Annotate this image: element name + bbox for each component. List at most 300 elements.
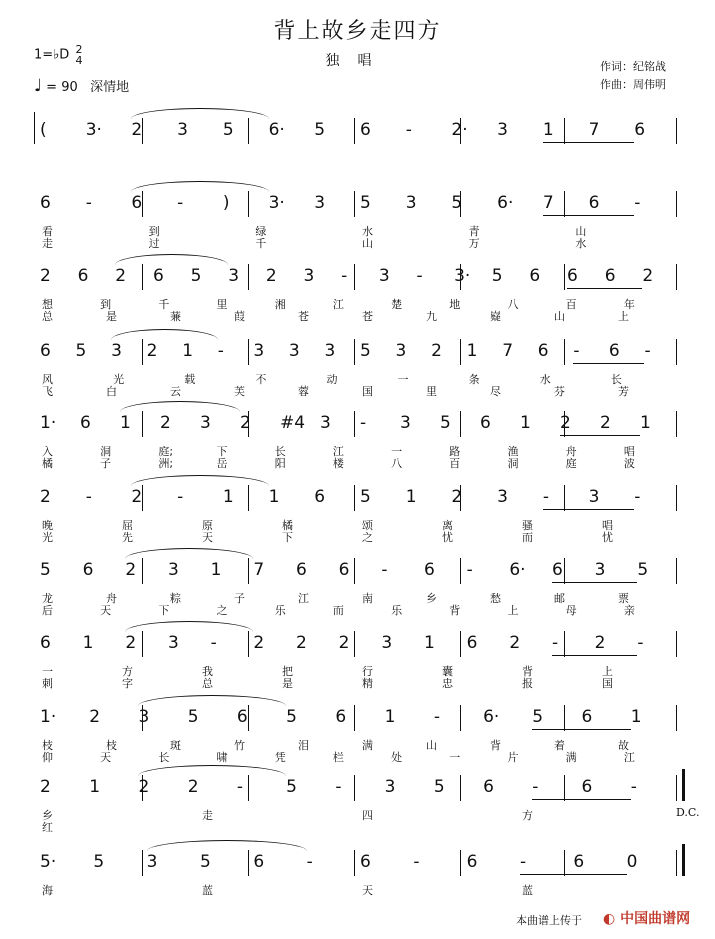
bar-line bbox=[354, 411, 355, 437]
note: 3 bbox=[168, 560, 179, 580]
upload-note: 本曲谱上传于 bbox=[516, 914, 582, 927]
lyric-verse-2: 天 bbox=[202, 531, 213, 544]
eighth-beam bbox=[532, 729, 630, 730]
lyric-verse-2: 飞 bbox=[42, 385, 53, 398]
da-capo-mark: D.C. bbox=[676, 806, 700, 819]
lyric-verse-1: 骚 bbox=[522, 519, 533, 532]
note: 1 bbox=[89, 777, 101, 797]
lyric-verse-1: 愁 bbox=[490, 592, 501, 605]
lyric-verse-2: 忠 bbox=[442, 677, 453, 690]
note: 1 bbox=[210, 560, 222, 580]
note: 6 bbox=[466, 633, 478, 653]
lyric-verse-2: 之 bbox=[216, 604, 228, 617]
bar-line bbox=[248, 631, 249, 657]
lyric-verse-1: 把 bbox=[282, 665, 293, 678]
note: - bbox=[360, 413, 367, 433]
note: - bbox=[433, 707, 440, 727]
note: 6 bbox=[360, 852, 371, 872]
eighth-beam bbox=[543, 509, 634, 510]
note: 2 bbox=[296, 633, 307, 653]
lyric-verse-1: 长 bbox=[274, 445, 286, 458]
eighth-beam bbox=[552, 582, 637, 583]
bar-line bbox=[564, 339, 565, 365]
note: 5 bbox=[187, 707, 199, 727]
lyric-verse-2: 光 bbox=[42, 531, 53, 544]
note: 6 bbox=[634, 120, 646, 140]
bar-line bbox=[564, 264, 565, 290]
eighth-beam bbox=[573, 363, 644, 364]
lyric-verse-2: 波 bbox=[623, 457, 635, 470]
tempo-marking bbox=[34, 76, 129, 96]
lyric-verse-1: 离 bbox=[442, 519, 453, 532]
bar-line bbox=[248, 118, 249, 144]
note: 5 bbox=[451, 193, 463, 213]
lyric-verse-1: 背 bbox=[522, 665, 533, 678]
bar-line bbox=[676, 411, 677, 437]
lyric-verse-2: 上 bbox=[618, 310, 629, 323]
note: 1 bbox=[542, 120, 554, 140]
note: 2 bbox=[146, 341, 158, 361]
note: 5 bbox=[286, 707, 297, 727]
lyric-verse-2: 总 bbox=[42, 310, 53, 323]
slur bbox=[125, 621, 253, 632]
lyric-verse-1: 四 bbox=[362, 809, 373, 822]
lyric-verse-1: 庭; bbox=[158, 445, 174, 458]
bar-line bbox=[676, 631, 677, 657]
lyric-verse-2: 报 bbox=[522, 677, 533, 690]
note: 6· bbox=[268, 120, 285, 140]
note: 6 bbox=[581, 777, 593, 797]
lyric-verse-1: 风 bbox=[42, 373, 53, 386]
lyric-verse-2: 栏 bbox=[332, 751, 344, 764]
slur bbox=[111, 329, 218, 340]
note: #4 bbox=[280, 413, 306, 433]
lyric-verse-2: 橘 bbox=[42, 457, 53, 470]
lyric-verse-1: 蓝 bbox=[522, 884, 533, 897]
bar-line bbox=[142, 850, 143, 876]
note: 5 bbox=[75, 341, 87, 361]
lyric-verse-2: 长 bbox=[158, 751, 170, 764]
lyric-verse-1: 楚 bbox=[391, 298, 403, 311]
bar-line bbox=[460, 339, 461, 365]
lyric-verse-2: 蒹 bbox=[170, 310, 181, 323]
note: 2 bbox=[40, 266, 51, 286]
lyric-verse-2: 刺 bbox=[42, 677, 53, 690]
lyric-verse-1: 上 bbox=[602, 665, 613, 678]
note: 3 bbox=[497, 487, 508, 507]
bar-line bbox=[142, 631, 143, 657]
note: 2 bbox=[600, 413, 611, 433]
note: 6 bbox=[588, 193, 600, 213]
note: 5 bbox=[190, 266, 202, 286]
note: - bbox=[177, 193, 184, 213]
lyric-verse-1: 载 bbox=[184, 373, 196, 386]
lyric-verse-1: 枝 bbox=[106, 739, 117, 752]
note: 3 bbox=[588, 487, 600, 507]
note: 2 bbox=[509, 633, 521, 653]
note: 6 bbox=[236, 707, 248, 727]
bar-line bbox=[460, 705, 461, 731]
bar-line bbox=[354, 118, 355, 144]
lyric-verse-2: 凭 bbox=[274, 751, 286, 764]
note: 3 bbox=[378, 266, 390, 286]
lyric-verse-2: 山 bbox=[362, 237, 373, 250]
time-top: 2 bbox=[75, 43, 83, 56]
note: 3 bbox=[253, 341, 265, 361]
bar-line bbox=[676, 558, 677, 584]
note: - bbox=[630, 777, 637, 797]
tempo-value: = 90 bbox=[46, 80, 78, 95]
note: 2 bbox=[40, 487, 51, 507]
note: 7 bbox=[502, 341, 514, 361]
note: 3· bbox=[85, 120, 102, 140]
lyric-verse-1: 泪 bbox=[298, 739, 309, 752]
slur bbox=[138, 695, 286, 706]
bar-line bbox=[142, 264, 143, 290]
lyric-verse-1: 八 bbox=[507, 298, 519, 311]
lyric-verse-2: 而 bbox=[332, 604, 344, 617]
lyric-verse-1: 囊 bbox=[442, 665, 453, 678]
bar-line bbox=[460, 775, 461, 801]
bar-line bbox=[564, 775, 565, 801]
note: 2 bbox=[560, 413, 571, 433]
note: 5 bbox=[360, 341, 371, 361]
lyric-verse-1: 江 bbox=[298, 592, 309, 605]
note: 2 bbox=[115, 266, 127, 286]
bar-line bbox=[248, 339, 249, 365]
lyric-verse-2: 是 bbox=[282, 677, 293, 690]
page-title: 背上故乡走四方 bbox=[273, 19, 442, 44]
time-bottom: 4 bbox=[75, 54, 83, 67]
note: 1 bbox=[222, 487, 234, 507]
lyric-verse-2: 芳 bbox=[618, 385, 629, 398]
lyric-verse-1: 颂 bbox=[362, 519, 373, 532]
lyric-verse-1: 地 bbox=[449, 298, 461, 311]
lyric-verse-1: 水 bbox=[539, 373, 551, 386]
bar-line bbox=[142, 411, 143, 437]
slur bbox=[131, 108, 268, 119]
lyric-verse-1: 看 bbox=[42, 225, 53, 238]
site-logo bbox=[603, 908, 690, 928]
final-bar-line bbox=[34, 112, 35, 144]
note: 5 bbox=[440, 413, 451, 433]
note: 2 bbox=[89, 707, 101, 727]
note: 2 bbox=[131, 120, 143, 140]
eighth-beam bbox=[532, 799, 630, 800]
lyric-verse-2: 过 bbox=[148, 237, 160, 250]
lyric-verse-2: 子 bbox=[100, 457, 112, 470]
lyric-verse-2: 嶷 bbox=[490, 310, 501, 323]
bar-line bbox=[564, 485, 565, 511]
note: 2 bbox=[594, 633, 606, 653]
lyric-verse-2: 葭 bbox=[234, 310, 245, 323]
note: 2 bbox=[131, 487, 143, 507]
bar-line bbox=[354, 705, 355, 731]
note: - bbox=[532, 777, 539, 797]
note: 6 bbox=[466, 852, 478, 872]
lyric-verse-1: 龙 bbox=[42, 592, 53, 605]
bar-line bbox=[354, 485, 355, 511]
bar-line bbox=[460, 411, 461, 437]
note: 2 bbox=[240, 413, 251, 433]
lyric-verse-1: 动 bbox=[326, 373, 338, 386]
lyric-verse-2: 尽 bbox=[490, 385, 501, 398]
note: 3 bbox=[200, 413, 211, 433]
lyric-verse-2: 乐 bbox=[391, 604, 403, 617]
lyric-verse-2: 里 bbox=[426, 385, 437, 398]
lyric-verse-2: 百 bbox=[449, 457, 461, 470]
lyric-verse-2: 洞 bbox=[507, 457, 519, 470]
lyric-verse-2: 精 bbox=[362, 677, 373, 690]
note: 5 bbox=[532, 707, 544, 727]
eighth-beam bbox=[560, 435, 640, 436]
logo-text: 中国曲谱网 bbox=[620, 911, 691, 927]
note: 6 bbox=[80, 413, 91, 433]
lyric-verse-2: 国 bbox=[602, 677, 613, 690]
note: 5· bbox=[40, 852, 57, 872]
note: 6 bbox=[335, 707, 347, 727]
note: - bbox=[520, 852, 527, 872]
lyric-verse-1: 一 bbox=[397, 373, 409, 386]
lyric-verse-2: 国 bbox=[362, 385, 373, 398]
note: 5 bbox=[360, 487, 371, 507]
note: 2 bbox=[451, 487, 463, 507]
note: 3· bbox=[454, 266, 471, 286]
bar-line bbox=[248, 775, 249, 801]
note: - bbox=[552, 633, 559, 653]
lyric-verse-2: 片 bbox=[507, 751, 519, 764]
note: 2 bbox=[431, 341, 442, 361]
note: 1 bbox=[630, 707, 642, 727]
note: 0 bbox=[626, 852, 638, 872]
lyric-verse-1: 千 bbox=[158, 298, 170, 311]
bar-line bbox=[460, 631, 461, 657]
lyric-verse-1: 不 bbox=[255, 373, 267, 386]
lyric-verse-2: 后 bbox=[42, 604, 53, 617]
note: 3 bbox=[314, 193, 326, 213]
note: 1· bbox=[40, 413, 57, 433]
slur bbox=[131, 475, 268, 486]
bar-line bbox=[676, 485, 677, 511]
lyric-verse-1: 条 bbox=[468, 373, 480, 386]
lyric-verse-2: 云 bbox=[170, 385, 181, 398]
note: 7 bbox=[253, 560, 265, 580]
note: - bbox=[637, 633, 644, 653]
note: 6 bbox=[424, 560, 435, 580]
note: 3 bbox=[405, 193, 417, 213]
note: 1 bbox=[82, 633, 94, 653]
slur bbox=[138, 765, 286, 776]
lyric-verse-2: 先 bbox=[122, 531, 133, 544]
bar-line bbox=[460, 558, 461, 584]
lyric-verse-2: 八 bbox=[391, 457, 403, 470]
lyric-verse-2: 啸 bbox=[216, 751, 228, 764]
note: 5 bbox=[314, 120, 326, 140]
bar-line bbox=[564, 850, 565, 876]
note: 5 bbox=[222, 120, 234, 140]
lyric-verse-1: 唱 bbox=[623, 445, 635, 458]
note: 3 bbox=[497, 120, 508, 140]
bar-line bbox=[354, 775, 355, 801]
final-bar-line bbox=[682, 844, 685, 876]
lyric-verse-1: 海 bbox=[42, 884, 53, 897]
key-signature bbox=[34, 44, 82, 66]
lyric-verse-2: 天 bbox=[100, 751, 112, 764]
note: 6 bbox=[360, 120, 371, 140]
lyric-verse-1: 舟 bbox=[106, 592, 117, 605]
note: 6 bbox=[253, 852, 265, 872]
note: 1· bbox=[40, 707, 57, 727]
note: 6 bbox=[82, 560, 94, 580]
note: 3· bbox=[268, 193, 285, 213]
lyric-verse-1: 乡 bbox=[426, 592, 437, 605]
note: 6 bbox=[40, 341, 51, 361]
lyric-verse-1: 天 bbox=[362, 884, 373, 897]
composer-credit: 作曲：周伟明 bbox=[600, 78, 666, 91]
lyric-verse-2: 母 bbox=[565, 604, 577, 617]
lyric-verse-1: 青 bbox=[468, 225, 480, 238]
note: 5 bbox=[286, 777, 297, 797]
slur bbox=[120, 401, 240, 412]
note: 2 bbox=[187, 777, 199, 797]
bar-line bbox=[564, 118, 565, 144]
lyric-verse-2: 忧 bbox=[442, 531, 453, 544]
note: 6· bbox=[483, 707, 500, 727]
bar-line bbox=[248, 264, 249, 290]
note: 3 bbox=[324, 341, 336, 361]
time-signature bbox=[75, 44, 82, 66]
note: 6 bbox=[608, 341, 620, 361]
lyric-verse-1: 晚 bbox=[42, 519, 53, 532]
lyric-verse-1: 屈 bbox=[122, 519, 133, 532]
note: 1 bbox=[405, 487, 417, 507]
note: 6 bbox=[537, 341, 549, 361]
lyric-verse-2: 蓉 bbox=[298, 385, 309, 398]
note: 5 bbox=[491, 266, 503, 286]
lyric-verse-2: 岳 bbox=[216, 457, 228, 470]
bar-line bbox=[354, 558, 355, 584]
lyric-verse-1: 行 bbox=[362, 665, 373, 678]
lyric-verse-2: 苍 bbox=[298, 310, 309, 323]
bar-line bbox=[248, 558, 249, 584]
lyric-verse-1: 百 bbox=[565, 298, 577, 311]
note: 2 bbox=[125, 560, 137, 580]
bar-line bbox=[676, 191, 677, 217]
eighth-beam bbox=[543, 142, 634, 143]
lyric-verse-1: 江 bbox=[332, 298, 344, 311]
bar-line bbox=[676, 705, 677, 731]
lyric-verse-2: 一 bbox=[449, 751, 461, 764]
lyric-verse-1: 下 bbox=[216, 445, 228, 458]
note: 5 bbox=[360, 193, 371, 213]
note: 2 bbox=[138, 777, 150, 797]
note: 6 bbox=[296, 560, 307, 580]
note: - bbox=[210, 633, 217, 653]
note: 6 bbox=[581, 707, 593, 727]
lyric-verse-2: 总 bbox=[202, 677, 213, 690]
lyric-verse-2: 乐 bbox=[274, 604, 286, 617]
lyric-verse-1: 年 bbox=[623, 298, 635, 311]
slur bbox=[131, 181, 268, 192]
lyric-verse-1: 舟 bbox=[565, 445, 577, 458]
bar-line bbox=[460, 850, 461, 876]
lyric-verse-1: 一 bbox=[391, 445, 403, 458]
note: 3 bbox=[288, 341, 300, 361]
note: 3 bbox=[594, 560, 606, 580]
bar-line bbox=[248, 485, 249, 511]
lyric-verse-1: 江 bbox=[332, 445, 344, 458]
lyric-verse-1: 走 bbox=[202, 809, 213, 822]
eighth-beam bbox=[543, 215, 634, 216]
note: 6 bbox=[573, 852, 585, 872]
lyric-verse-1: 山 bbox=[426, 739, 437, 752]
lyric-verse-1: 子 bbox=[234, 592, 245, 605]
note: 7 bbox=[542, 193, 554, 213]
note: - bbox=[573, 341, 580, 361]
note: 3 bbox=[320, 413, 331, 433]
lyric-verse-1: 枝 bbox=[42, 739, 53, 752]
bar-line bbox=[676, 339, 677, 365]
note: - bbox=[85, 487, 92, 507]
note: 2 bbox=[338, 633, 350, 653]
note: - bbox=[405, 120, 412, 140]
lyric-verse-1: 橘 bbox=[282, 519, 293, 532]
note: - bbox=[542, 487, 549, 507]
lyric-verse-1: 绿 bbox=[255, 225, 267, 238]
bar-line bbox=[676, 775, 677, 801]
note: - bbox=[466, 560, 473, 580]
note: 5 bbox=[93, 852, 105, 872]
lyric-verse-2: 阳 bbox=[274, 457, 286, 470]
bar-line bbox=[564, 558, 565, 584]
lyric-verse-1: 洞 bbox=[100, 445, 112, 458]
performance-mode: 独唱 bbox=[325, 53, 390, 69]
lyric-verse-2: 字 bbox=[122, 677, 133, 690]
quarter-note-icon: ♩ bbox=[34, 76, 43, 96]
lyric-verse-1: 到 bbox=[148, 225, 160, 238]
lyric-verse-2: 下 bbox=[158, 604, 170, 617]
note: 3 bbox=[146, 852, 158, 872]
note: 6 bbox=[604, 266, 616, 286]
note: 2 bbox=[265, 266, 277, 286]
lyric-verse-2: 水 bbox=[575, 237, 587, 250]
note: 6 bbox=[152, 266, 164, 286]
eighth-beam bbox=[520, 874, 627, 875]
lyric-verse-2: 处 bbox=[391, 751, 403, 764]
note: 6 bbox=[529, 266, 541, 286]
bar-line bbox=[676, 264, 677, 290]
note: 2 bbox=[40, 777, 51, 797]
expression-text: 深情地 bbox=[90, 80, 130, 95]
lyric-verse-1: 渔 bbox=[507, 445, 519, 458]
lyric-verse-1: 入 bbox=[42, 445, 53, 458]
lyric-verse-2: 千 bbox=[255, 237, 267, 250]
lyric-verse-1: 蓝 bbox=[202, 884, 213, 897]
lyric-verse-2: 白 bbox=[106, 385, 117, 398]
note: 3 bbox=[138, 707, 150, 727]
lyric-verse-1: 湘 bbox=[274, 298, 286, 311]
key-label: 1=♭D bbox=[34, 47, 70, 63]
note: 2 bbox=[125, 633, 137, 653]
lyric-verse-2: 苍 bbox=[362, 310, 373, 323]
bar-line bbox=[676, 850, 677, 876]
lyric-verse-1: 方 bbox=[122, 665, 133, 678]
lyric-verse-1: 水 bbox=[362, 225, 373, 238]
note: 2 bbox=[253, 633, 265, 653]
note: 3 bbox=[381, 633, 393, 653]
lyric-verse-2: 亲 bbox=[623, 604, 635, 617]
logo-icon: ◐ bbox=[603, 911, 616, 927]
